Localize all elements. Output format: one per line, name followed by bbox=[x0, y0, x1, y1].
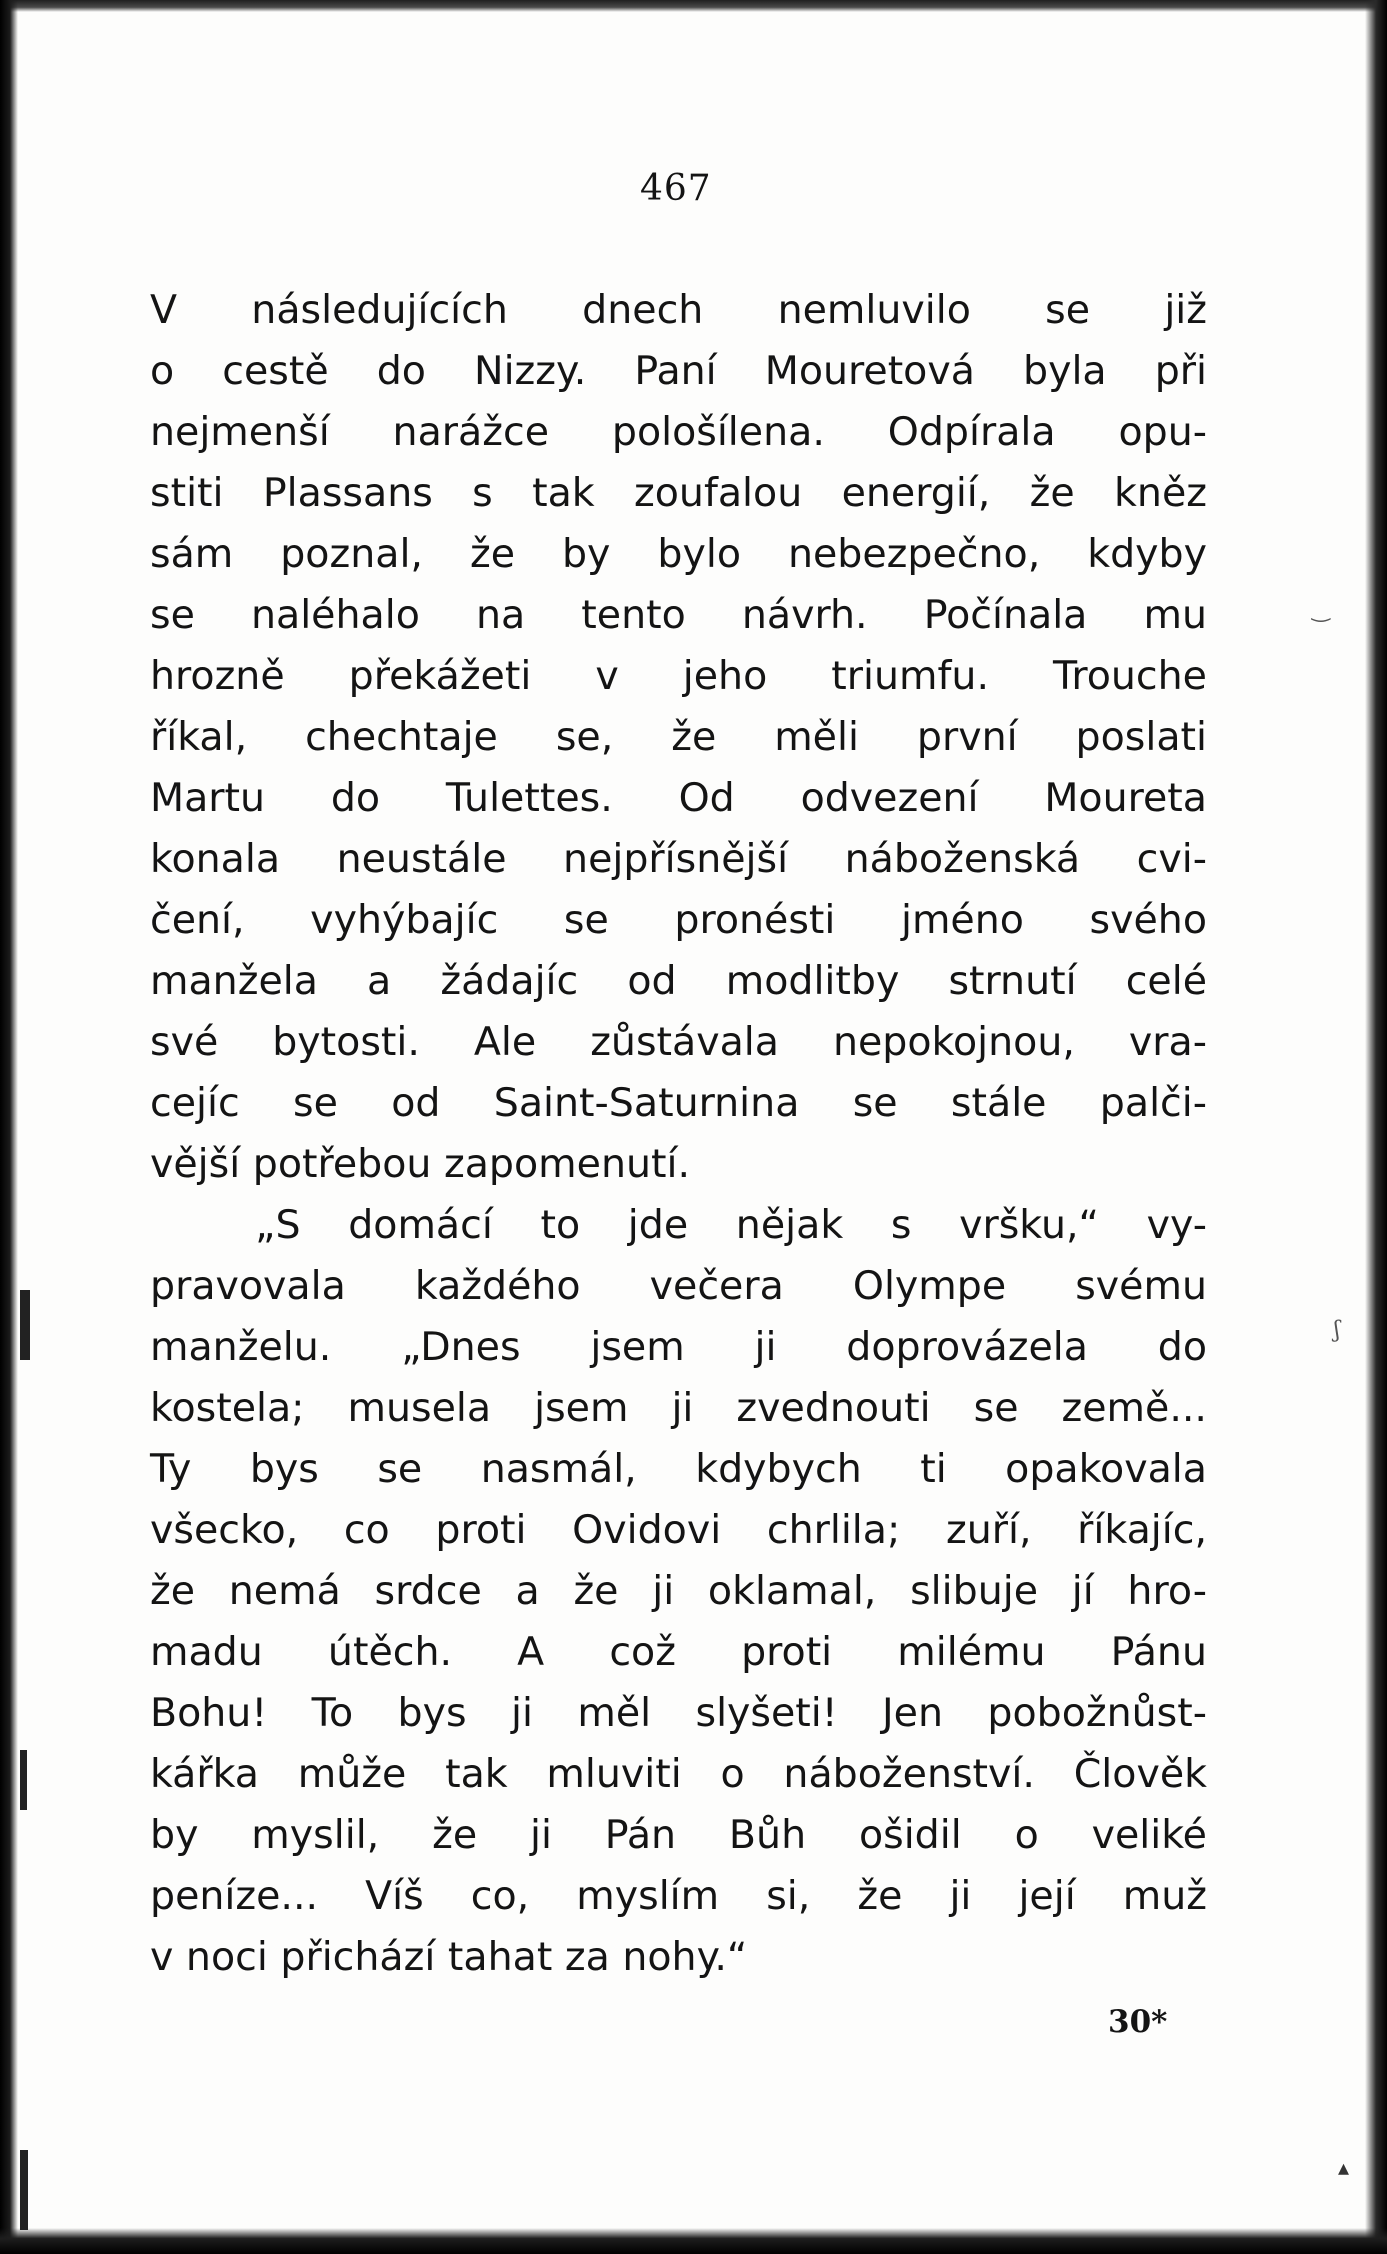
scan-speck: ▴ bbox=[1338, 2156, 1350, 2181]
scan-speck: ‿ bbox=[1312, 598, 1330, 623]
text-line: nejmenší narážce pološílena. Odpírala opu- bbox=[150, 409, 1207, 455]
text-line: sám poznal, že by bylo nebezpečno, kdyby bbox=[150, 531, 1207, 577]
text-line: „S domácí to jde nějak s vršku,“ vy- bbox=[255, 1202, 1207, 1248]
scan-edge-left bbox=[0, 0, 18, 2254]
text-line: stiti Plassans s tak zoufalou energií, že kněz bbox=[150, 470, 1207, 516]
spine-mark bbox=[20, 2150, 28, 2230]
text-line: své bytosti. Ale zůstávala nepokojnou, vra- bbox=[150, 1019, 1207, 1065]
text-line: by myslil, že ji Pán Bůh ošidil o veliké bbox=[150, 1812, 1207, 1858]
scan-edge-right bbox=[1365, 0, 1387, 2254]
text-line: kostela; musela jsem ji zvednouti se země... bbox=[150, 1385, 1207, 1431]
text-line: se naléhalo na tento návrh. Počínala mu bbox=[150, 592, 1207, 638]
text-line: manželu. „Dnes jsem ji doprovázela do bbox=[150, 1324, 1207, 1370]
text-line: peníze... Víš co, myslím si, že ji její muž bbox=[150, 1873, 1207, 1919]
text-line: cejíc se od Saint-Saturnina se stále palči- bbox=[150, 1080, 1207, 1126]
page-number: 467 bbox=[640, 168, 712, 209]
text-line: Ty bys se nasmál, kdybych ti opakovala bbox=[150, 1446, 1207, 1492]
text-line: V následujících dnech nemluvilo se již bbox=[150, 287, 1207, 333]
text-line: Bohu! To bys ji měl slyšeti! Jen pobožnůst- bbox=[150, 1690, 1207, 1736]
text-line: manžela a žádajíc od modlitby strnutí celé bbox=[150, 958, 1207, 1004]
body-text bbox=[150, 280, 1207, 1988]
scan-speck: ʃ bbox=[1334, 1318, 1340, 1343]
text-line: pravovala každého večera Olympe svému bbox=[150, 1263, 1207, 1309]
text-line: čení, vyhýbajíc se pronésti jméno svého bbox=[150, 897, 1207, 943]
text-line: konala neustále nejpřísnější náboženská cvi- bbox=[150, 836, 1207, 882]
text-line: že nemá srdce a že ji oklamal, slibuje jí hro- bbox=[150, 1568, 1207, 1614]
text-line: hrozně překážeti v jeho triumfu. Trouche bbox=[150, 653, 1207, 699]
text-line: o cestě do Nizzy. Paní Mouretová byla při bbox=[150, 348, 1207, 394]
text-line: madu útěch. A což proti milému Pánu bbox=[150, 1629, 1207, 1675]
spine-mark bbox=[20, 1750, 27, 1810]
text-line: říkal, chechtaje se, že měli první poslati bbox=[150, 714, 1207, 760]
scan-edge-top bbox=[0, 0, 1387, 12]
text-line: v noci přichází tahat za nohy.“ bbox=[150, 1934, 748, 1980]
signature-mark: 30* bbox=[1108, 2004, 1168, 2040]
text-line: vější potřebou zapomenutí. bbox=[150, 1141, 691, 1187]
paragraph bbox=[150, 280, 1207, 1195]
text-line: kářka může tak mluviti o náboženství. Člověk bbox=[150, 1751, 1207, 1797]
text-line: všecko, co proti Ovidovi chrlila; zuří, říkajíc, bbox=[150, 1507, 1207, 1553]
paragraph bbox=[150, 1195, 1207, 1988]
spine-mark bbox=[20, 1290, 30, 1360]
text-line: Martu do Tulettes. Od odvezení Moureta bbox=[150, 775, 1207, 821]
scan-edge-bottom bbox=[0, 2228, 1387, 2254]
